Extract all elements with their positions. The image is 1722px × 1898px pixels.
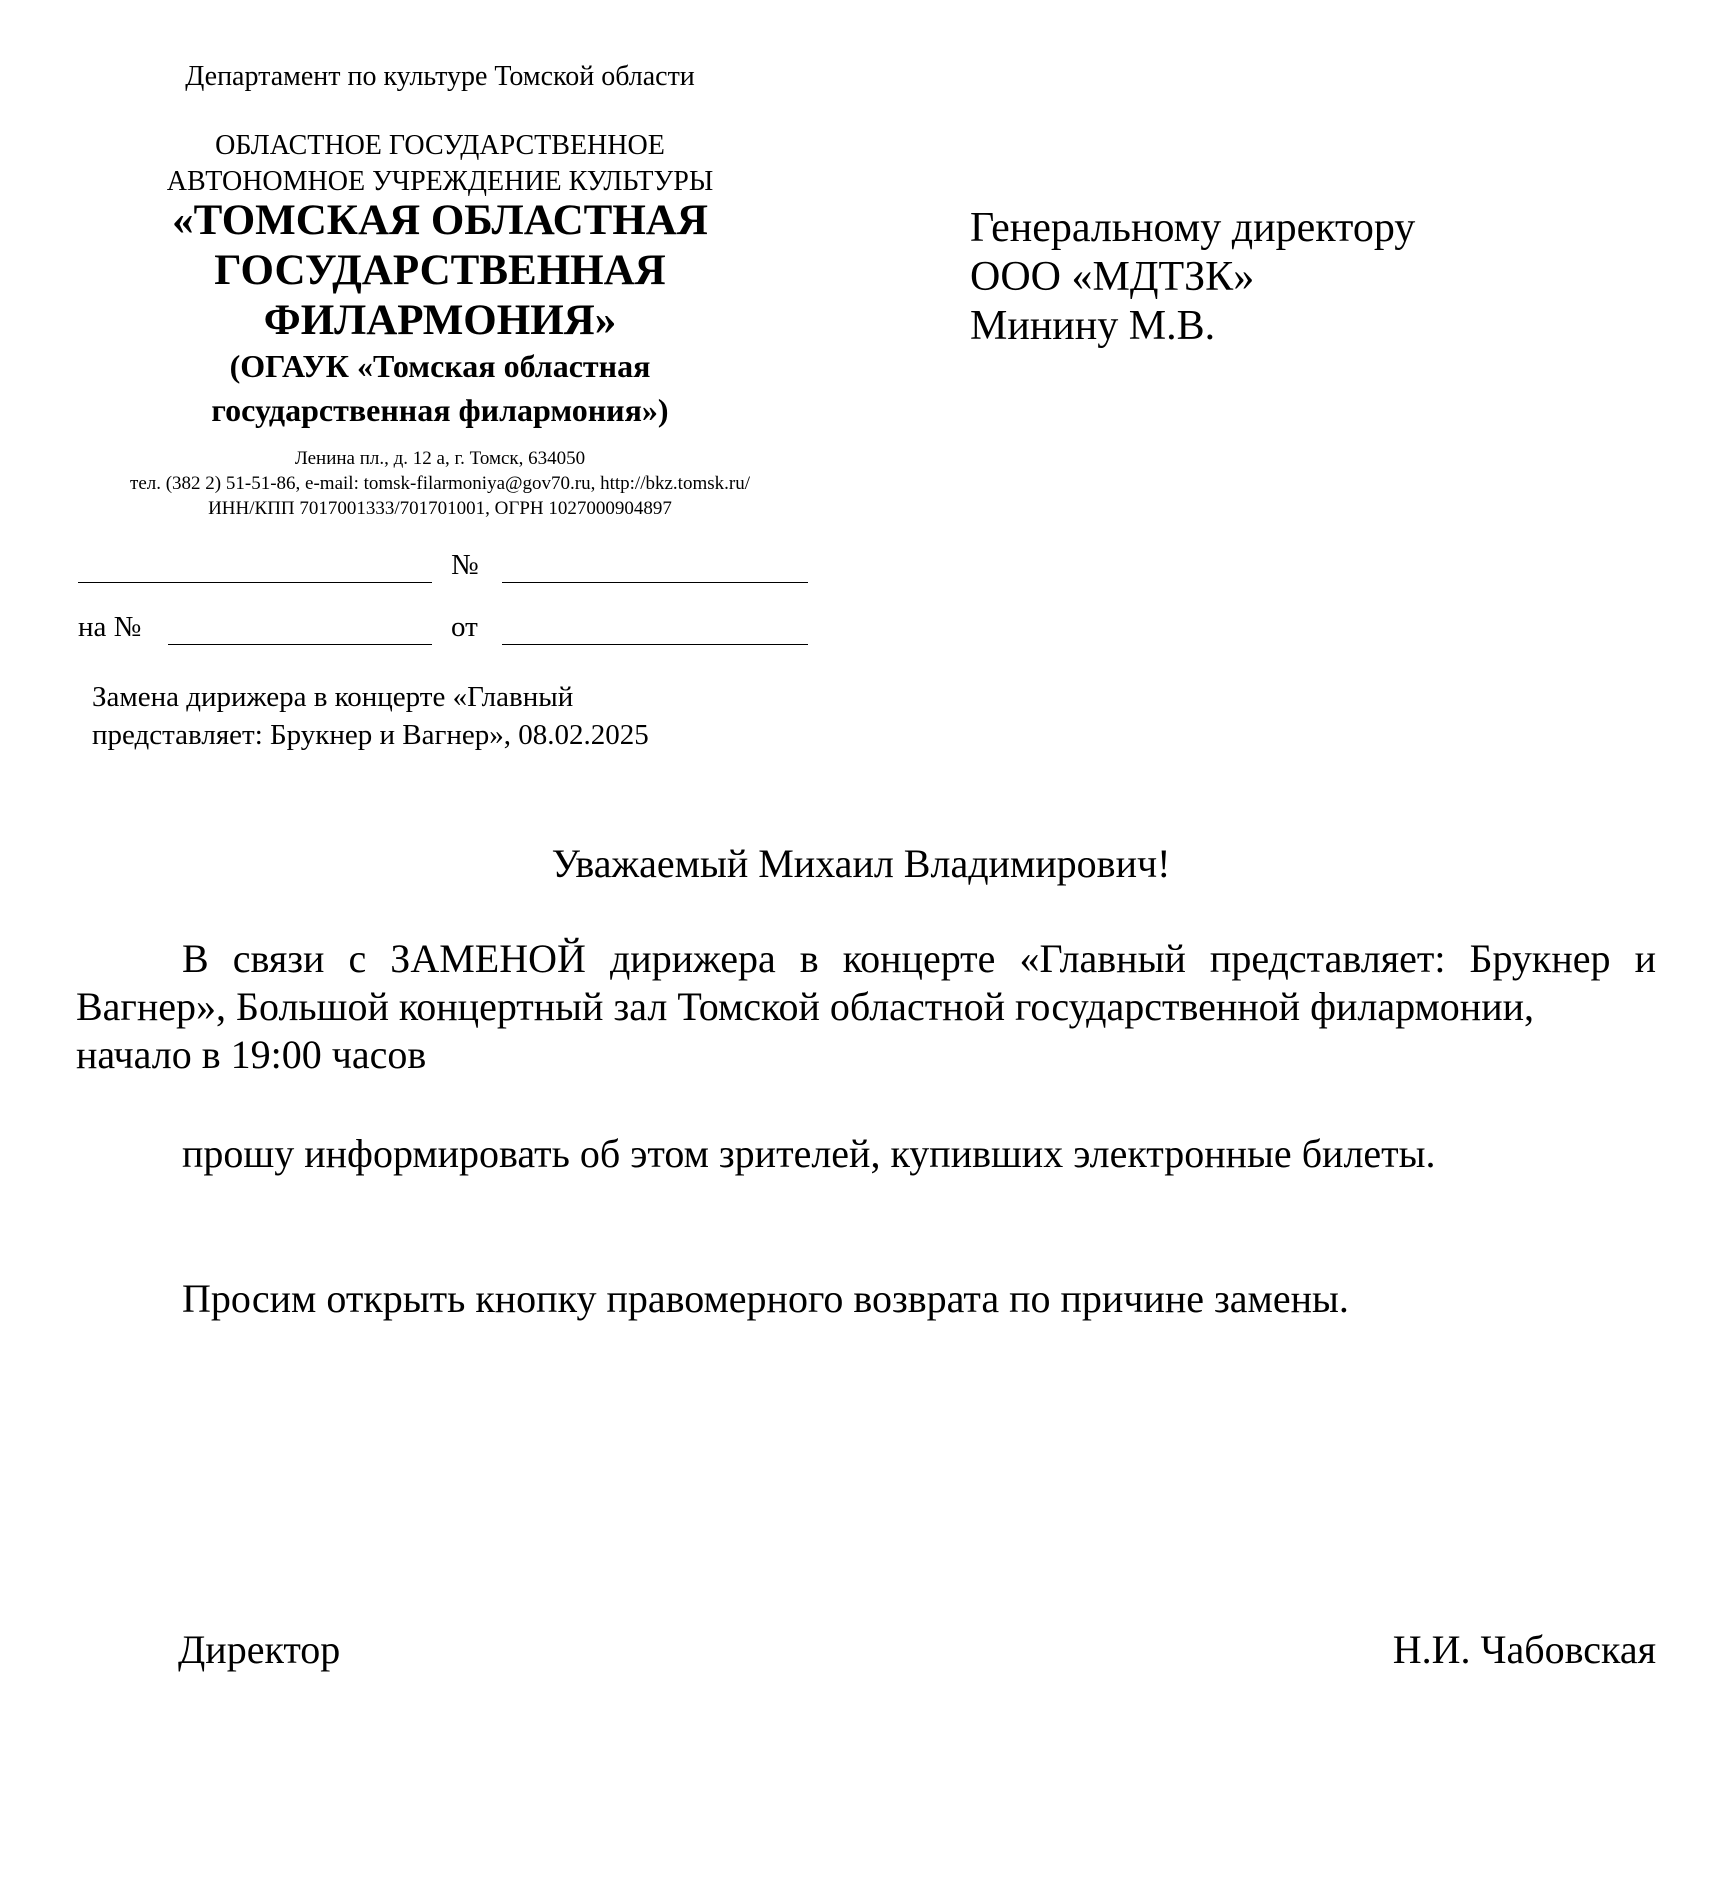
organization-contacts <box>70 446 810 521</box>
date-field-line <box>78 582 432 583</box>
from-label: от <box>451 611 478 643</box>
organization-name-line: «ТОМСКАЯ ОБЛАСТНАЯ <box>172 197 708 244</box>
subject-line: представляет: Брукнер и Вагнер», 08.02.2025 <box>92 719 649 751</box>
body-paragraph-3: Просим открыть кнопку правомерного возврата по причине замены. <box>182 1276 1349 1321</box>
body-paragraph-2: прошу информировать об этом зрителей, купивших электронные билеты. <box>182 1131 1436 1176</box>
salutation: Уважаемый Михаил Владимирович! <box>551 841 1171 886</box>
organization-short-name-line: (ОГАУК «Томская областная <box>229 348 651 384</box>
organization-type <box>70 128 810 200</box>
reply-date-field-line <box>502 644 808 645</box>
body-paragraph-1-last-line: начало в 19:00 часов <box>76 1032 427 1077</box>
subject-line: Замена дирижера в концерте «Главный <box>92 681 574 713</box>
organization-name-line: ФИЛАРМОНИЯ» <box>263 297 617 344</box>
organization-type-line: АВТОНОМНОЕ УЧРЕЖДЕНИЕ КУЛЬТУРЫ <box>166 166 714 197</box>
organization-short-name-line: государственная филармония») <box>211 392 669 428</box>
number-field-line <box>502 582 808 583</box>
organization-name-line: ГОСУДАРСТВЕННАЯ <box>214 247 666 294</box>
signatory-title: Директор <box>178 1627 341 1672</box>
reply-to-label: на № <box>78 611 142 643</box>
addressee-position: Генеральному директору <box>970 205 1416 251</box>
organization-type-line: ОБЛАСТНОЕ ГОСУДАРСТВЕННОЕ <box>215 130 665 161</box>
number-sign-label: № <box>451 549 479 581</box>
phone-email-line: тел. (382 2) 51-51-86, e-mail: tomsk-filarmoniya@gov70.ru, http://bkz.tomsk.ru/ <box>130 473 750 494</box>
reply-number-field-line <box>168 644 432 645</box>
letter-subject <box>92 678 792 754</box>
organization-name <box>70 196 810 346</box>
body-paragraph-1-text: В связи с ЗАМЕНОЙ дирижера в концерте «Главный представляет: Брукнер и Вагнер», Большой концертный зал Томской областной государственной филармонии, <box>76 936 1656 1029</box>
tax-ids-line: ИНН/КПП 7017001333/701701001, ОГРН 1027000904897 <box>208 498 672 519</box>
addressee-name: Минину М.В. <box>970 303 1216 349</box>
addressee-company: ООО «МДТЗК» <box>970 254 1255 300</box>
organization-short-name <box>70 344 810 432</box>
addressee-block <box>970 204 1670 351</box>
address-line: Ленина пл., д. 12 а, г. Томск, 634050 <box>294 448 586 469</box>
body-paragraph-1 <box>76 935 1656 1079</box>
signatory-name: Н.И. Чабовская <box>1392 1627 1656 1672</box>
department-name: Департамент по культуре Томской области <box>185 61 695 92</box>
